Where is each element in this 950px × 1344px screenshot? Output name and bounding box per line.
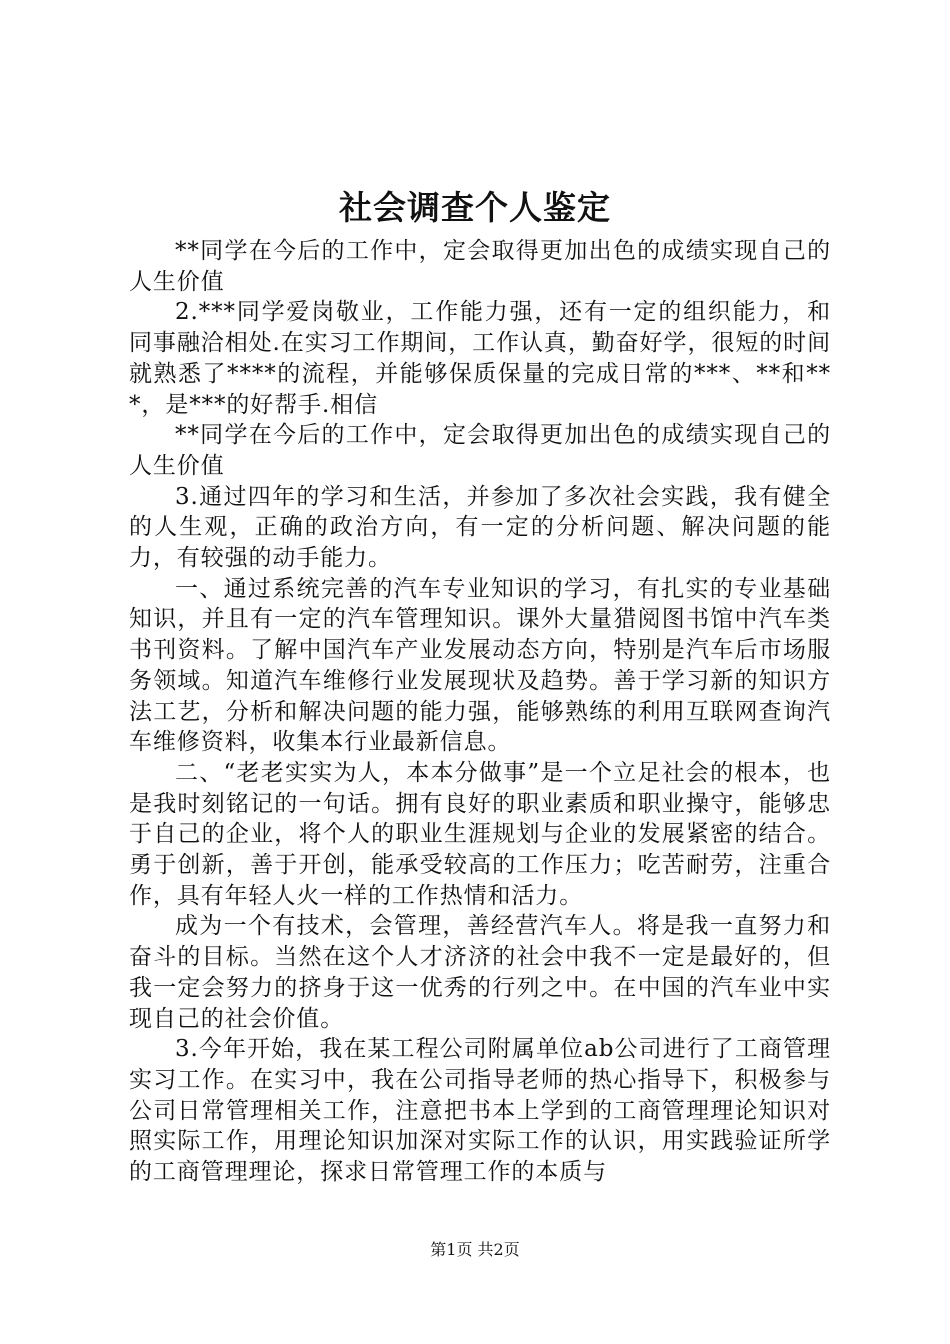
paragraph: 3.通过四年的学习和生活，并参加了多次社会实践，我有健全的人生观，正确的政治方向，有一定的分析问题、解决问题的能力，有较强的动手能力。 xyxy=(129,483,831,572)
paragraph: 二、“老老实实为人，本本分做事”是一个立足社会的根本，也是我时刻铭记的一句话。拥有良好的职业素质和职业操守，能够忠于自己的企业，将个人的职业生涯规划与企业的发展紧密的结合。勇于创新，善于开创，能承受较高的工作压力；吃苦耐劳，注重合作，具有年轻人火一样的工作热情和活力。 xyxy=(129,759,831,909)
paragraph: **同学在今后的工作中，定会取得更加出色的成绩实现自己的人生价值 xyxy=(129,422,831,479)
document-body xyxy=(129,236,831,1188)
paragraph: 成为一个有技术，会管理，善经营汽车人。将是我一直努力和奋斗的目标。当然在这个人才济济的社会中我不一定是最好的，但我一定会努力的挤身于这一优秀的行列之中。在中国的汽车业中实现自己的社会价值。 xyxy=(129,913,831,1032)
document-title: 社会调查个人鉴定 xyxy=(339,188,611,227)
paragraph: 一、通过系统完善的汽车专业知识的学习，有扎实的专业基础知识，并且有一定的汽车管理知识。课外大量猎阅图书馆中汽车类书刊资料。了解中国汽车产业发展动态方向，特别是汽车后市场服务领域。知道汽车维修行业发展现状及趋势。善于学习新的知识方法工艺，分析和解决问题的能力强，能够熟练的利用互联网查询汽车维修资料，收集本行业最新信息。 xyxy=(129,575,831,756)
paragraph: 3.今年开始，我在某工程公司附属单位ab公司进行了工商管理实习工作。在实习中，我在公司指导老师的热心指导下，积极参与公司日常管理相关工作，注意把书本上学到的工商管理理论知识对照实际工作，用理论知识加深对实际工作的认识，用实践验证所学的工商管理理论，探求日常管理工作的本质与 xyxy=(129,1036,831,1186)
paragraph: **同学在今后的工作中，定会取得更加出色的成绩实现自己的人生价值 xyxy=(129,238,831,295)
paragraph: 2.***同学爱岗敬业，工作能力强，还有一定的组织能力，和同事融洽相处.在实习工作期间，工作认真，勤奋好学，很短的时间就熟悉了****的流程，并能够保质保量的完成日常的***、**和***，是***的好帮手.相信 xyxy=(129,299,831,418)
page-number-footer: 第1页 共2页 xyxy=(430,1240,520,1259)
